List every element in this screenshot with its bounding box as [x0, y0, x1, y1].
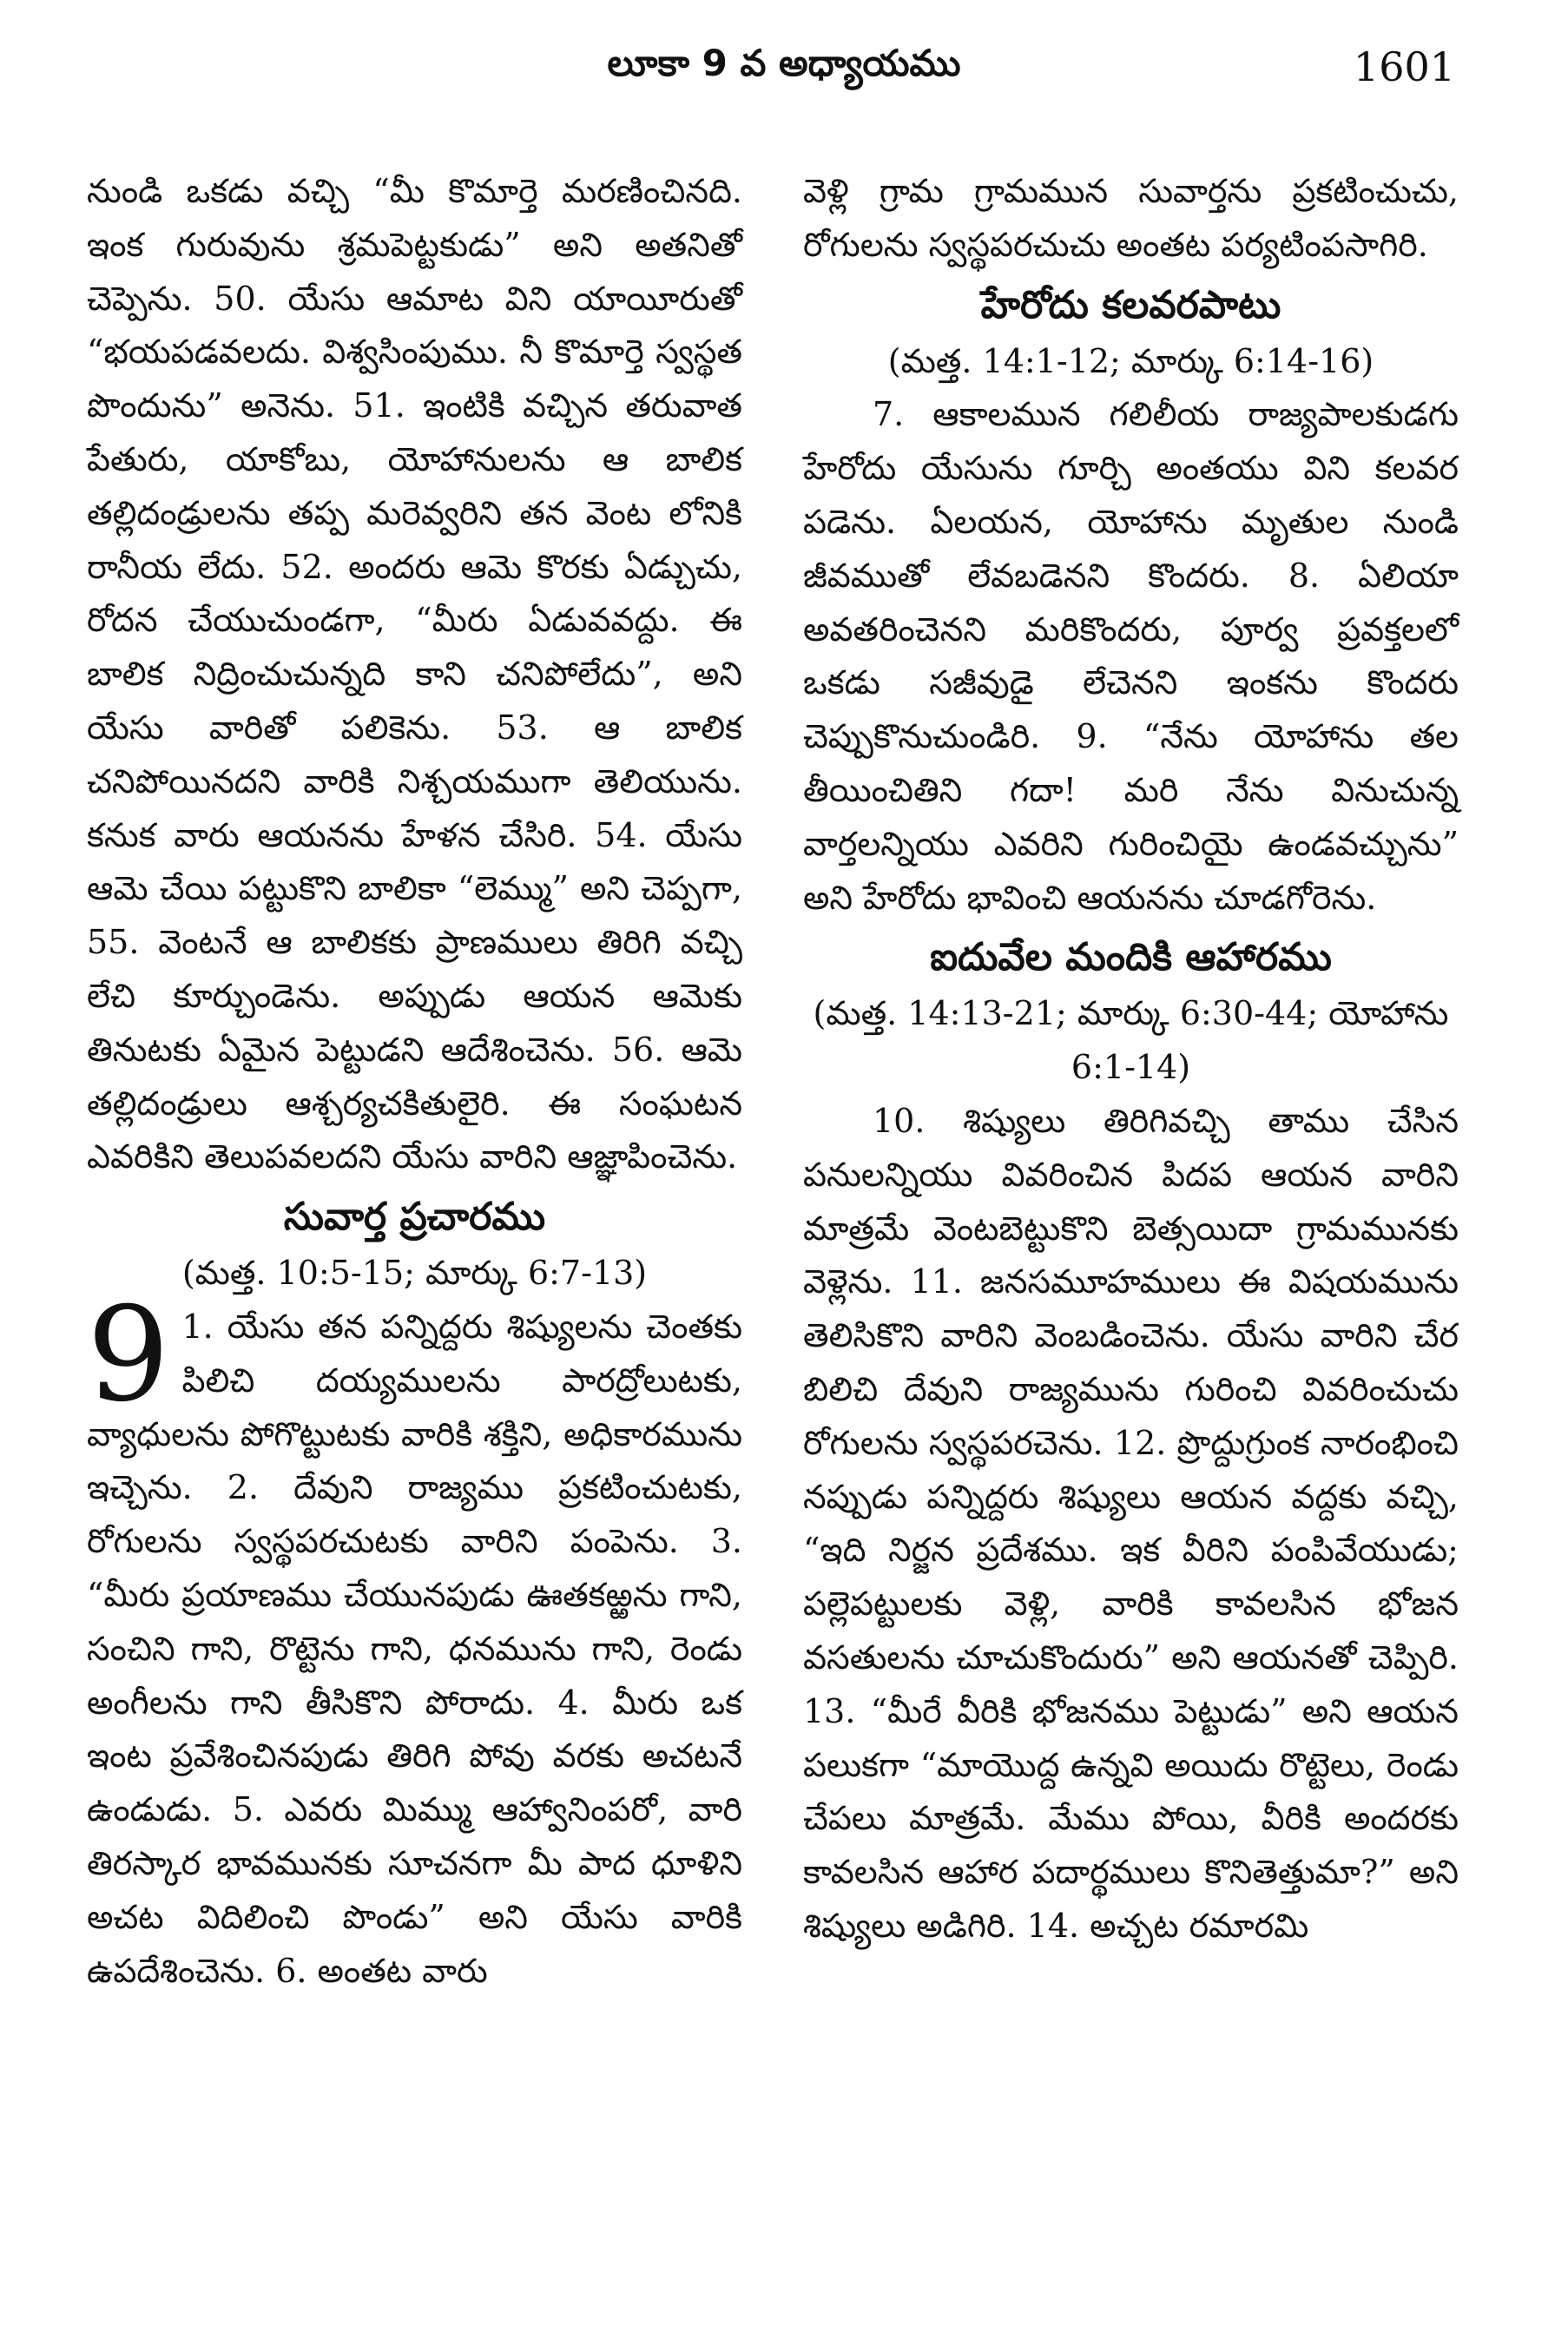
body-paragraph: 10. శిష్యులు తిరిగివచ్చి తాము చేసిన పనులన్నియు వివరించిన పిదప ఆయన వారిని మాత్రమే వెంటబెట్టుకొని బెత్సయిదా గ్రామమునకు వెళ్లెను. 11. జనసమూహములు ఈ విషయమును తెలిసికొని వారిని వెంబడించెను. యేసు వారిని చేర బిలిచి దేవుని రాజ్యమును గురించి వివరించుచు రోగులను స్వస్థపరచెను. 12. ప్రొద్దుగ్రుంక నారంభించి నప్పుడు పన్నిద్దరు శిష్యులు ఆయన వద్దకు వచ్చి, “ఇది నిర్జన ప్రదేశము. ఇక వీరిని పంపివేయుడు; పల్లెపట్టులకు వెళ్లి, వారికి కావలసిన భోజన వసతులను చూచుకొందురు” అని ఆయనతో చెప్పిరి. 13. “మీరే వీరికి భోజనము పెట్టుడు” అని ఆయన పలుకగా “మాయొద్ద ఉన్నవి అయిదు రొట్టెలు, రెండు చేపలు మాత్రమే. మేము పోయి, వీరికి అందరకు కావలసిన ఆహార పదార్థములు కొనితెత్తుమా?” అని శిష్యులు అడిగిరి. 14. అచ్చట రమారమి — [803, 1101, 1459, 1945]
body-paragraph: 7. ఆకాలమున గలిలీయ రాజ్యపాలకుడగు హేరోదు యేసును గూర్చి అంతయు విని కలవర పడెను. ఏలయన, యోహాను మృతుల నుండి జీవముతో లేవబడెనని కొందరు. 8. ఏలియా అవతరించెనని మరికొందరు, పూర్వ ప్రవక్తలలో ఒకడు సజీవుడై లేచెనని ఇంకను కొందరు చెప్పుకొనుచుండిరి. 9. “నేను యోహాను తల తీయించితిని గదా! మరి నేను వినుచున్న వార్తలన్నియు ఎవరిని గురించియై ఉండవచ్చును” అని హేరోదు భావించి ఆయనను చూడగోరెను. — [803, 395, 1459, 917]
page-header — [0, 35, 1568, 113]
cross-reference: (మత్త. 14:13-21; మార్కు 6:30-44; యోహాను 6:1-14) — [813, 994, 1449, 1087]
right-column — [803, 165, 1459, 1953]
body-paragraph: వెళ్లి గ్రామ గ్రామమున సువార్తను ప్రకటించుచు, రోగులను స్వస్థపరచుచు అంతట పర్యటింపసాగిరి. — [803, 172, 1459, 264]
page-number: 1601 — [1353, 43, 1455, 90]
left-column — [87, 165, 742, 1998]
body-paragraph: 1. యేసు తన పన్నిద్దరు శిష్యులను చెంతకు పిలిచి దయ్యములను పారద్రోలుటకు, వ్యాధులను పోగొట్టుటకు వారికి శక్తిని, అధికారమును ఇచ్చెను. 2. దేవుని రాజ్యము ప్రకటించుటకు, రోగులను స్వస్థపరచుటకు వారిని పంపెను. 3. “మీరు ప్రయాణము చేయునపుడు ఊతకఱ్ఱను గాని, సంచిని గాని, రొట్టెను గాని, ధనమును గాని, రెండు అంగీలను గాని తీసికొని పోరాదు. 4. మీరు ఒక ఇంట ప్రవేశించినపుడు తిరిగి పోవు వరకు అచటనే ఉండుడు. 5. ఎవరు మిమ్ము ఆహ్వానింపరో, వారి తిరస్కార భావమునకు సూచనగా మీ పాద ధూళిని అచట విదిలించి పొండు” అని యేసు వారికి ఉపదేశించెను. 6. అంతట వారు — [87, 1307, 742, 1990]
cross-reference: (మత్త. 10:5-15; మార్కు 6:7-13) — [181, 1254, 648, 1293]
body-paragraph: నుండి ఒకడు వచ్చి “మీ కొమార్తె మరణించినది. ఇంక గురువును శ్రమపెట్టకుడు” అని అతనితో చెప్పెను. 50. యేసు ఆమాట విని యాయీరుతో “భయపడవలదు. విశ్వసింపుము. నీ కొమార్తె స్వస్థత పొందును” అనెను. 51. ఇంటికి వచ్చిన తరువాత పేతురు, యాకోబు, యోహానులను ఆ బాలిక తల్లిదండ్రులను తప్ప మరెవ్వరిని తన వెంట లోనికి రానీయ లేదు. 52. అందరు ఆమె కొరకు ఏడ్చుచు, రోదన చేయుచుండగా, “మీరు ఏడువవద్దు. ఈ బాలిక నిద్రించుచున్నది కాని చనిపోలేదు”, అని యేసు వారితో పలికెను. 53. ఆ బాలిక చనిపోయినదని వారికి నిశ్చయముగా తెలియును. కనుక వారు ఆయనను హేళన చేసిరి. 54. యేసు ఆమె చేయి పట్టుకొని బాలికా “లెమ్ము” అని చెప్పగా, 55. వెంటనే ఆ బాలికకు ప్రాణములు తిరిగి వచ్చి లేచి కూర్చుండెను. అప్పుడు ఆయన ఆమెకు తినుటకు ఏమైన పెట్టుడని ఆదేశించెను. 56. ఆమె తల్లిదండ్రులు ఆశ్చర్యచకితులైరి. ఈ సంఘటన ఎవరికిని తెలుపవలదని యేసు వారిని ఆజ్ఞాపించెను. — [87, 172, 742, 1176]
cross-reference: (మత్త. 14:1-12; మార్కు 6:14-16) — [887, 341, 1374, 380]
chapter-number: 9 — [87, 1279, 170, 1431]
section-heading: హేరోదు కలవరపాటు — [980, 282, 1281, 327]
running-title: లూకా 9 వ అధ్యాయము — [607, 42, 961, 84]
chapter-opening-paragraph — [87, 1279, 742, 1998]
section-heading: సువార్త ప్రచారము — [283, 1195, 546, 1240]
section-heading: ఐదువేల మందికి ఆహారము — [930, 935, 1332, 980]
